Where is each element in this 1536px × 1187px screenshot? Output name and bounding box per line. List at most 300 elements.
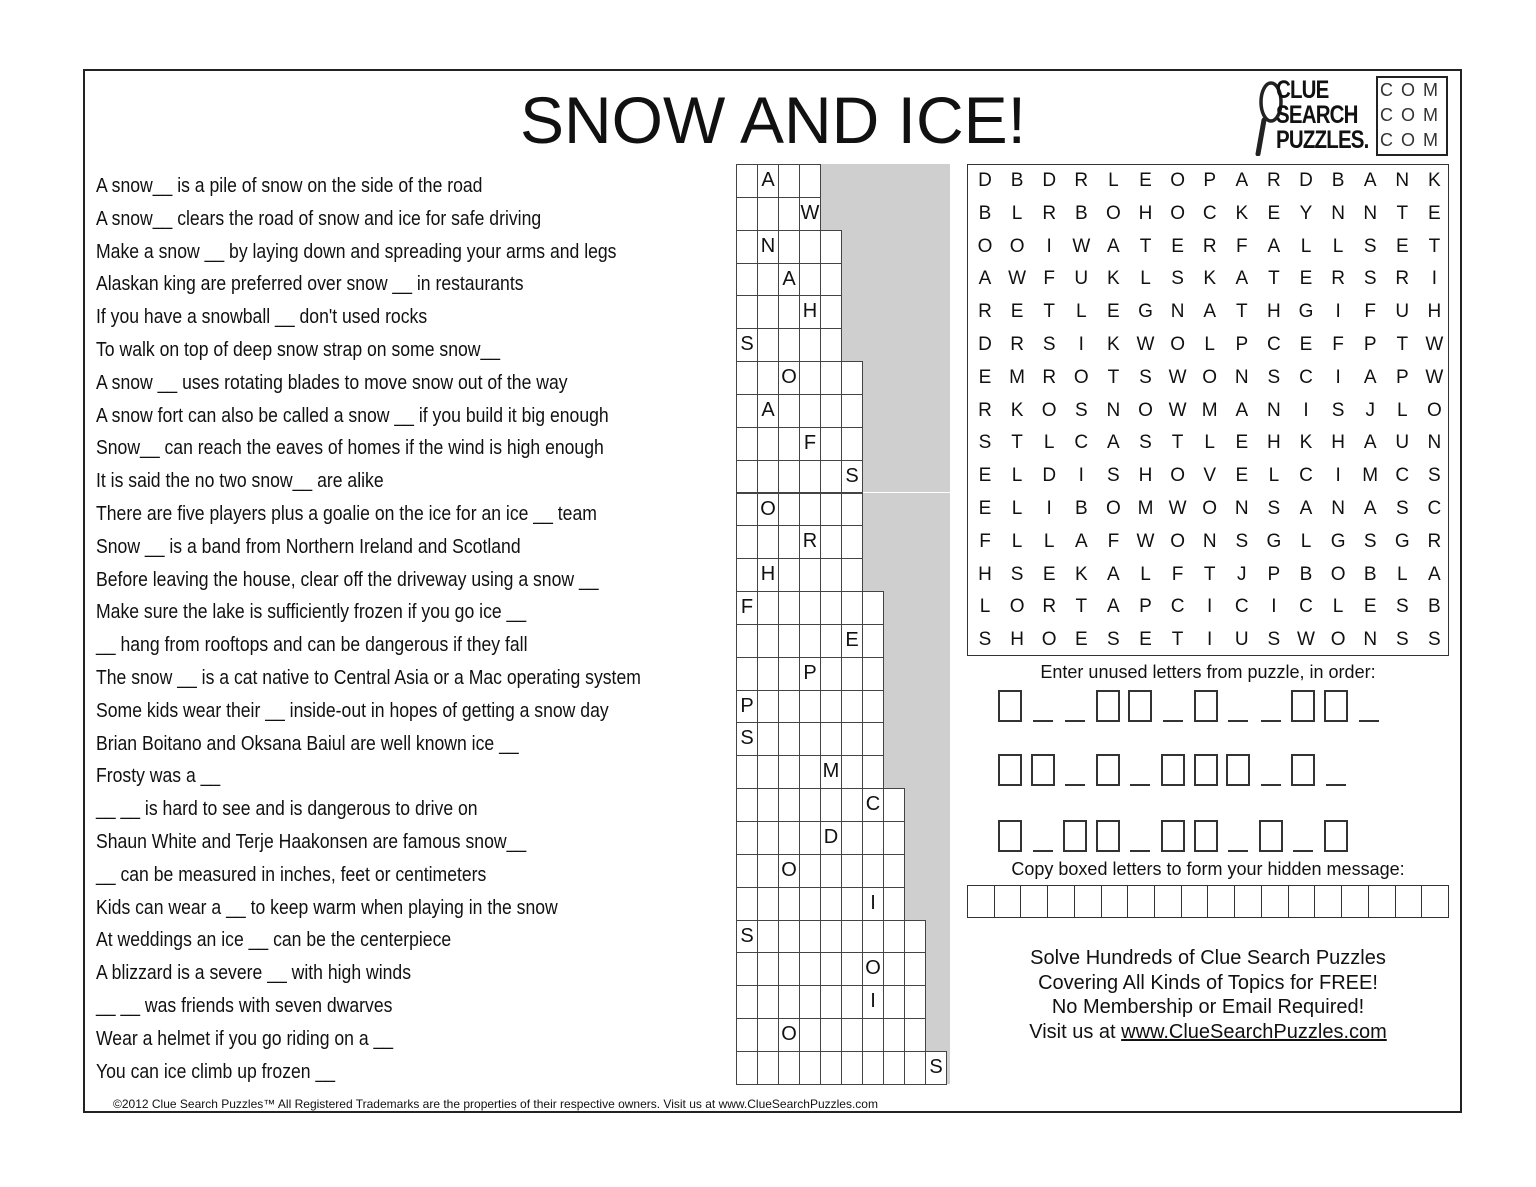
- answer-cell[interactable]: [820, 328, 842, 362]
- answer-cell[interactable]: [799, 591, 821, 625]
- answer-cell[interactable]: [862, 920, 884, 954]
- word-search-letter[interactable]: N: [1395, 170, 1410, 191]
- answer-cell[interactable]: [841, 427, 863, 461]
- answer-cell[interactable]: [799, 230, 821, 264]
- message-cell[interactable]: [1155, 886, 1182, 917]
- word-search-letter[interactable]: Y: [1299, 202, 1313, 224]
- word-search-letter[interactable]: R: [1042, 202, 1057, 224]
- answer-cell[interactable]: [820, 788, 842, 822]
- word-search-letter[interactable]: C: [1170, 596, 1185, 618]
- word-search-letter[interactable]: O: [1170, 170, 1185, 191]
- answer-cell[interactable]: [736, 1051, 758, 1085]
- answer-cell[interactable]: [862, 854, 884, 888]
- word-search-letter[interactable]: L: [1204, 432, 1215, 454]
- answer-hint-letter[interactable]: I: [862, 887, 884, 921]
- word-search-letter[interactable]: C: [1202, 202, 1217, 224]
- answer-cell[interactable]: [736, 525, 758, 559]
- answer-cell[interactable]: [820, 690, 842, 724]
- word-search-letter[interactable]: W: [1297, 629, 1315, 651]
- answer-cell[interactable]: [799, 164, 821, 198]
- answer-cell[interactable]: [841, 591, 863, 625]
- answer-cell[interactable]: [757, 854, 779, 888]
- word-search-letter[interactable]: B: [978, 202, 992, 224]
- answer-cell[interactable]: [841, 821, 863, 855]
- unused-letter-box[interactable]: [1128, 690, 1152, 722]
- answer-cell[interactable]: [736, 230, 758, 264]
- answer-cell[interactable]: [736, 624, 758, 658]
- answer-cell[interactable]: [904, 920, 926, 954]
- word-search-letter[interactable]: A: [1107, 563, 1120, 585]
- message-cell[interactable]: [1289, 886, 1316, 917]
- unused-letter-box[interactable]: [1031, 754, 1055, 786]
- word-search-letter[interactable]: B: [1010, 170, 1024, 191]
- answer-cell[interactable]: [736, 788, 758, 822]
- answer-cell[interactable]: [736, 460, 758, 494]
- word-search-letter[interactable]: K: [1299, 432, 1313, 454]
- word-search-letter[interactable]: F: [1332, 334, 1344, 355]
- word-search-letter[interactable]: A: [1074, 530, 1088, 552]
- word-search-letter[interactable]: S: [1363, 268, 1377, 290]
- word-search-letter[interactable]: C: [1299, 465, 1313, 487]
- answer-cell[interactable]: [820, 887, 842, 921]
- word-search-letter[interactable]: L: [1397, 399, 1408, 421]
- word-search-letter[interactable]: S: [1267, 498, 1281, 519]
- answer-hint-letter[interactable]: A: [778, 263, 800, 297]
- word-search-letter[interactable]: L: [1011, 498, 1023, 519]
- word-search-letter[interactable]: E: [1042, 563, 1056, 585]
- answer-cell[interactable]: [757, 657, 779, 691]
- unused-letter-box[interactable]: [1161, 754, 1185, 786]
- word-search-letter[interactable]: T: [1139, 235, 1152, 257]
- word-search-letter[interactable]: R: [1331, 268, 1345, 290]
- word-search-letter[interactable]: T: [1171, 629, 1184, 651]
- word-search-letter[interactable]: E: [1395, 235, 1409, 257]
- word-search-letter[interactable]: O: [1009, 596, 1025, 618]
- word-search-letter[interactable]: O: [1330, 563, 1346, 585]
- word-search-letter[interactable]: M: [1362, 465, 1379, 487]
- word-search-letter[interactable]: E: [1074, 629, 1088, 651]
- answer-cell[interactable]: [841, 952, 863, 986]
- word-search-letter[interactable]: N: [1363, 202, 1378, 224]
- word-search-letter[interactable]: C: [1395, 465, 1410, 487]
- unused-letter-blank[interactable]: [1130, 850, 1150, 852]
- message-cell[interactable]: [1315, 886, 1342, 917]
- word-search-letter[interactable]: O: [1009, 235, 1025, 257]
- answer-cell[interactable]: [841, 525, 863, 559]
- word-search-letter[interactable]: E: [1428, 202, 1441, 224]
- answer-hint-letter[interactable]: C: [862, 788, 884, 822]
- word-search-letter[interactable]: S: [1428, 629, 1441, 651]
- answer-cell[interactable]: [799, 952, 821, 986]
- answer-cell[interactable]: [757, 952, 779, 986]
- answer-hint-letter[interactable]: H: [799, 295, 821, 329]
- answer-cell[interactable]: [778, 427, 800, 461]
- answer-cell[interactable]: [883, 920, 905, 954]
- word-search-letter[interactable]: S: [1267, 366, 1281, 388]
- answer-cell[interactable]: [820, 427, 842, 461]
- word-search-letter[interactable]: T: [1107, 366, 1120, 388]
- word-search-letter[interactable]: E: [1139, 629, 1152, 651]
- word-search-letter[interactable]: R: [1427, 530, 1442, 552]
- word-search-letter[interactable]: B: [1299, 563, 1313, 585]
- answer-cell[interactable]: [820, 952, 842, 986]
- answer-cell[interactable]: [799, 755, 821, 789]
- answer-cell[interactable]: [841, 920, 863, 954]
- word-search-letter[interactable]: T: [1268, 268, 1280, 290]
- answer-cell[interactable]: [757, 1051, 779, 1085]
- answer-hint-letter[interactable]: S: [736, 722, 758, 756]
- word-search-letter[interactable]: S: [1395, 596, 1409, 618]
- word-search-letter[interactable]: T: [1075, 596, 1088, 618]
- word-search-letter[interactable]: B: [1074, 498, 1088, 519]
- unused-letter-box[interactable]: [1063, 820, 1087, 852]
- word-search-letter[interactable]: W: [1136, 530, 1155, 552]
- word-search-letter[interactable]: A: [1107, 596, 1120, 618]
- word-search-letter[interactable]: R: [1074, 170, 1089, 191]
- unused-letter-box[interactable]: [1226, 754, 1250, 786]
- answer-cell[interactable]: [904, 952, 926, 986]
- word-search-letter[interactable]: K: [1235, 202, 1249, 224]
- answer-cell[interactable]: [883, 952, 905, 986]
- answer-hint-letter[interactable]: O: [757, 493, 779, 527]
- word-search-letter[interactable]: S: [978, 629, 992, 651]
- word-search-letter[interactable]: S: [1042, 334, 1056, 355]
- word-search-letter[interactable]: S: [978, 432, 992, 454]
- word-search-letter[interactable]: O: [1170, 465, 1185, 487]
- answer-cell[interactable]: [736, 493, 758, 527]
- unused-letter-blank[interactable]: [1228, 850, 1248, 852]
- word-search-letter[interactable]: F: [1364, 301, 1376, 323]
- word-search-letter[interactable]: N: [1170, 301, 1185, 323]
- word-search-letter[interactable]: K: [1428, 170, 1441, 191]
- word-search-letter[interactable]: O: [1106, 202, 1121, 224]
- answer-cell[interactable]: [736, 952, 758, 986]
- unused-letter-blank[interactable]: [1261, 720, 1281, 722]
- word-search-letter[interactable]: A: [1363, 498, 1377, 519]
- message-cell[interactable]: [1369, 886, 1396, 917]
- word-search-letter[interactable]: A: [1235, 268, 1249, 290]
- word-search-letter[interactable]: W: [1168, 498, 1187, 519]
- answer-cell[interactable]: [757, 525, 779, 559]
- word-search-letter[interactable]: N: [1331, 498, 1345, 519]
- unused-letter-box[interactable]: [998, 820, 1022, 852]
- word-search-letter[interactable]: B: [1363, 563, 1377, 585]
- answer-cell[interactable]: [778, 394, 800, 428]
- answer-cell[interactable]: [778, 755, 800, 789]
- unused-letter-box[interactable]: [1324, 690, 1348, 722]
- answer-cell[interactable]: [883, 821, 905, 855]
- answer-cell[interactable]: [883, 985, 905, 1019]
- word-search-letter[interactable]: O: [1202, 498, 1218, 519]
- word-search-letter[interactable]: I: [1207, 629, 1213, 651]
- unused-letter-box[interactable]: [1259, 820, 1283, 852]
- word-search-letter[interactable]: F: [1043, 268, 1055, 290]
- answer-cell[interactable]: [757, 591, 779, 625]
- message-cell[interactable]: [968, 886, 995, 917]
- word-search-letter[interactable]: L: [1204, 334, 1215, 355]
- word-search-letter[interactable]: I: [1207, 596, 1213, 618]
- answer-cell[interactable]: [841, 788, 863, 822]
- answer-cell[interactable]: [862, 722, 884, 756]
- word-search-letter[interactable]: S: [1107, 465, 1120, 487]
- unused-letter-box[interactable]: [998, 690, 1022, 722]
- word-search-letter[interactable]: E: [978, 465, 992, 487]
- answer-hint-letter[interactable]: O: [778, 854, 800, 888]
- answer-cell[interactable]: [778, 1051, 800, 1085]
- answer-cell[interactable]: [820, 493, 842, 527]
- answer-cell[interactable]: [820, 722, 842, 756]
- answer-cell[interactable]: [736, 1018, 758, 1052]
- answer-cell[interactable]: [757, 295, 779, 329]
- answer-hint-letter[interactable]: O: [778, 1018, 800, 1052]
- word-search-letter[interactable]: P: [1139, 596, 1152, 618]
- word-search-letter[interactable]: F: [1171, 563, 1184, 585]
- answer-hint-letter[interactable]: A: [757, 164, 779, 198]
- answer-cell[interactable]: [820, 394, 842, 428]
- unused-letter-blank[interactable]: [1130, 784, 1150, 786]
- word-search-letter[interactable]: F: [1107, 530, 1120, 552]
- word-search-letter[interactable]: L: [1332, 596, 1344, 618]
- word-search-letter[interactable]: W: [1008, 268, 1027, 290]
- answer-cell[interactable]: [820, 263, 842, 297]
- word-search-letter[interactable]: T: [1011, 432, 1023, 454]
- answer-cell[interactable]: [820, 295, 842, 329]
- answer-cell[interactable]: [736, 361, 758, 395]
- word-search-letter[interactable]: H: [1331, 432, 1345, 454]
- answer-cell[interactable]: [778, 788, 800, 822]
- answer-cell[interactable]: [820, 1018, 842, 1052]
- answer-cell[interactable]: [841, 985, 863, 1019]
- word-search-letter[interactable]: G: [1266, 530, 1282, 552]
- answer-cell[interactable]: [799, 328, 821, 362]
- word-search-letter[interactable]: M: [1137, 498, 1154, 519]
- message-cell[interactable]: [1262, 886, 1289, 917]
- word-search-letter[interactable]: B: [1428, 596, 1441, 618]
- word-search-letter[interactable]: R: [1010, 334, 1024, 355]
- answer-cell[interactable]: [778, 493, 800, 527]
- word-search-letter[interactable]: O: [977, 235, 993, 257]
- message-cell[interactable]: [1422, 886, 1448, 917]
- word-search-letter[interactable]: E: [1235, 432, 1249, 454]
- word-search-letter[interactable]: G: [1330, 530, 1346, 552]
- word-search-letter[interactable]: M: [1201, 399, 1218, 421]
- answer-cell[interactable]: [841, 394, 863, 428]
- answer-cell[interactable]: [757, 755, 779, 789]
- answer-cell[interactable]: [799, 722, 821, 756]
- answer-cell[interactable]: [883, 854, 905, 888]
- word-search-letter[interactable]: E: [978, 366, 992, 388]
- word-search-letter[interactable]: A: [1203, 301, 1217, 323]
- answer-cell[interactable]: [862, 1018, 884, 1052]
- word-search-letter[interactable]: L: [1300, 530, 1312, 552]
- word-search-letter[interactable]: E: [1299, 268, 1313, 290]
- word-search-letter[interactable]: L: [1140, 563, 1151, 585]
- word-search-letter[interactable]: G: [1138, 301, 1153, 323]
- word-search-letter[interactable]: E: [1363, 596, 1377, 618]
- word-search-letter[interactable]: S: [1363, 235, 1377, 257]
- website-link[interactable]: www.ClueSearchPuzzles.com: [1121, 1020, 1387, 1043]
- answer-cell[interactable]: [778, 460, 800, 494]
- unused-letter-box[interactable]: [1291, 754, 1315, 786]
- word-search-letter[interactable]: C: [1267, 334, 1281, 355]
- word-search-letter[interactable]: S: [1171, 268, 1184, 290]
- message-cell[interactable]: [1128, 886, 1155, 917]
- unused-letter-box[interactable]: [1161, 820, 1185, 852]
- word-search-letter[interactable]: K: [1203, 268, 1217, 290]
- word-search-letter[interactable]: W: [1072, 235, 1091, 257]
- unused-letter-blank[interactable]: [1065, 720, 1085, 722]
- word-search-letter[interactable]: I: [1335, 465, 1341, 487]
- answer-cell[interactable]: [799, 460, 821, 494]
- word-search-letter[interactable]: T: [1171, 432, 1184, 454]
- answer-cell[interactable]: [820, 591, 842, 625]
- answer-cell[interactable]: [904, 1018, 926, 1052]
- answer-cell[interactable]: [736, 295, 758, 329]
- word-search-letter[interactable]: S: [1139, 366, 1152, 388]
- answer-cell[interactable]: [862, 690, 884, 724]
- answer-cell[interactable]: [736, 263, 758, 297]
- word-search-letter[interactable]: I: [1303, 399, 1309, 421]
- word-search-letter[interactable]: D: [1042, 465, 1057, 487]
- answer-cell[interactable]: [736, 197, 758, 231]
- answer-cell[interactable]: [757, 624, 779, 658]
- word-search-letter[interactable]: L: [979, 596, 991, 618]
- answer-hint-letter[interactable]: E: [841, 624, 863, 658]
- answer-cell[interactable]: [820, 460, 842, 494]
- answer-cell[interactable]: [820, 230, 842, 264]
- word-search-letter[interactable]: K: [1074, 563, 1088, 585]
- answer-cell[interactable]: [841, 657, 863, 691]
- word-search-letter[interactable]: N: [1106, 399, 1121, 421]
- answer-cell[interactable]: [757, 263, 779, 297]
- word-search-letter[interactable]: O: [1106, 498, 1121, 519]
- answer-cell[interactable]: [883, 1018, 905, 1052]
- word-search-letter[interactable]: O: [1202, 366, 1218, 388]
- answer-hint-letter[interactable]: P: [799, 657, 821, 691]
- answer-cell[interactable]: [799, 985, 821, 1019]
- answer-cell[interactable]: [778, 164, 800, 198]
- word-search-letter[interactable]: A: [1428, 563, 1441, 585]
- word-search-letter[interactable]: W: [1136, 334, 1155, 355]
- answer-cell[interactable]: [757, 920, 779, 954]
- answer-cell[interactable]: [862, 755, 884, 789]
- unused-letter-box[interactable]: [1194, 820, 1218, 852]
- word-search-letter[interactable]: P: [1395, 366, 1409, 388]
- answer-cell[interactable]: [862, 821, 884, 855]
- word-search-letter[interactable]: B: [1074, 202, 1088, 224]
- unused-letter-blank[interactable]: [1359, 720, 1379, 722]
- answer-hint-letter[interactable]: F: [799, 427, 821, 461]
- answer-cell[interactable]: [757, 821, 779, 855]
- unused-letter-blank[interactable]: [1228, 720, 1248, 722]
- answer-cell[interactable]: [820, 525, 842, 559]
- word-search-letter[interactable]: H: [1267, 432, 1281, 454]
- word-search-letter[interactable]: I: [1431, 268, 1438, 290]
- answer-cell[interactable]: [799, 1051, 821, 1085]
- answer-cell[interactable]: [841, 1051, 863, 1085]
- word-search-letter[interactable]: W: [1425, 366, 1444, 388]
- word-search-letter[interactable]: R: [978, 399, 992, 421]
- answer-cell[interactable]: [883, 1051, 905, 1085]
- answer-cell[interactable]: [736, 427, 758, 461]
- answer-cell[interactable]: [799, 788, 821, 822]
- answer-cell[interactable]: [757, 887, 779, 921]
- answer-cell[interactable]: [841, 361, 863, 395]
- word-search-letter[interactable]: R: [1042, 366, 1057, 388]
- word-search-letter[interactable]: U: [1074, 268, 1089, 290]
- answer-cell[interactable]: [799, 624, 821, 658]
- answer-hint-letter[interactable]: D: [820, 821, 842, 855]
- word-search-letter[interactable]: N: [1363, 629, 1378, 651]
- word-search-letter[interactable]: A: [1267, 235, 1281, 257]
- message-cell[interactable]: [1342, 886, 1369, 917]
- answer-cell[interactable]: [736, 887, 758, 921]
- answer-cell[interactable]: [736, 755, 758, 789]
- word-search-letter[interactable]: F: [1235, 235, 1248, 257]
- answer-cell[interactable]: [799, 361, 821, 395]
- answer-cell[interactable]: [757, 1018, 779, 1052]
- word-search-letter[interactable]: S: [1428, 465, 1441, 487]
- word-search-letter[interactable]: C: [1074, 432, 1089, 454]
- answer-cell[interactable]: [862, 657, 884, 691]
- message-cell[interactable]: [1075, 886, 1102, 917]
- word-search-letter[interactable]: H: [1138, 465, 1153, 487]
- unused-letter-blank[interactable]: [1163, 720, 1183, 722]
- answer-cell[interactable]: [778, 920, 800, 954]
- word-search-letter[interactable]: I: [1271, 596, 1277, 618]
- answer-hint-letter[interactable]: O: [862, 952, 884, 986]
- word-search-letter[interactable]: M: [1009, 366, 1025, 388]
- unused-letter-box[interactable]: [1096, 820, 1120, 852]
- word-search-letter[interactable]: T: [1428, 235, 1441, 257]
- answer-cell[interactable]: [736, 854, 758, 888]
- answer-hint-letter[interactable]: F: [736, 591, 758, 625]
- word-search-letter[interactable]: O: [1138, 399, 1153, 421]
- answer-cell[interactable]: [736, 657, 758, 691]
- word-search-letter[interactable]: S: [1363, 530, 1377, 552]
- word-search-letter[interactable]: L: [1140, 268, 1151, 290]
- answer-cell[interactable]: [841, 493, 863, 527]
- message-cell[interactable]: [1048, 886, 1075, 917]
- word-search-letter[interactable]: P: [1267, 563, 1281, 585]
- answer-cell[interactable]: [841, 558, 863, 592]
- word-search-letter[interactable]: A: [1107, 235, 1120, 257]
- answer-cell[interactable]: [778, 690, 800, 724]
- word-search-letter[interactable]: S: [1331, 399, 1345, 421]
- word-search-letter[interactable]: S: [1395, 629, 1409, 651]
- unused-letter-box[interactable]: [1194, 754, 1218, 786]
- word-search-letter[interactable]: D: [978, 170, 992, 191]
- answer-cell[interactable]: [799, 821, 821, 855]
- answer-cell[interactable]: [757, 690, 779, 724]
- answer-hint-letter[interactable]: N: [757, 230, 779, 264]
- answer-cell[interactable]: [778, 722, 800, 756]
- word-search-letter[interactable]: N: [1234, 498, 1249, 519]
- answer-cell[interactable]: [799, 263, 821, 297]
- answer-cell[interactable]: [757, 427, 779, 461]
- answer-cell[interactable]: [736, 985, 758, 1019]
- word-search-letter[interactable]: O: [1041, 399, 1057, 421]
- answer-cell[interactable]: [799, 690, 821, 724]
- word-search-letter[interactable]: O: [1330, 629, 1346, 651]
- word-search-letter[interactable]: W: [1168, 399, 1187, 421]
- answer-cell[interactable]: [778, 821, 800, 855]
- word-search-letter[interactable]: A: [1235, 170, 1249, 191]
- word-search-letter[interactable]: P: [1363, 334, 1377, 355]
- word-search-letter[interactable]: E: [978, 498, 992, 519]
- word-search-letter[interactable]: O: [1041, 629, 1057, 651]
- answer-cell[interactable]: [820, 1051, 842, 1085]
